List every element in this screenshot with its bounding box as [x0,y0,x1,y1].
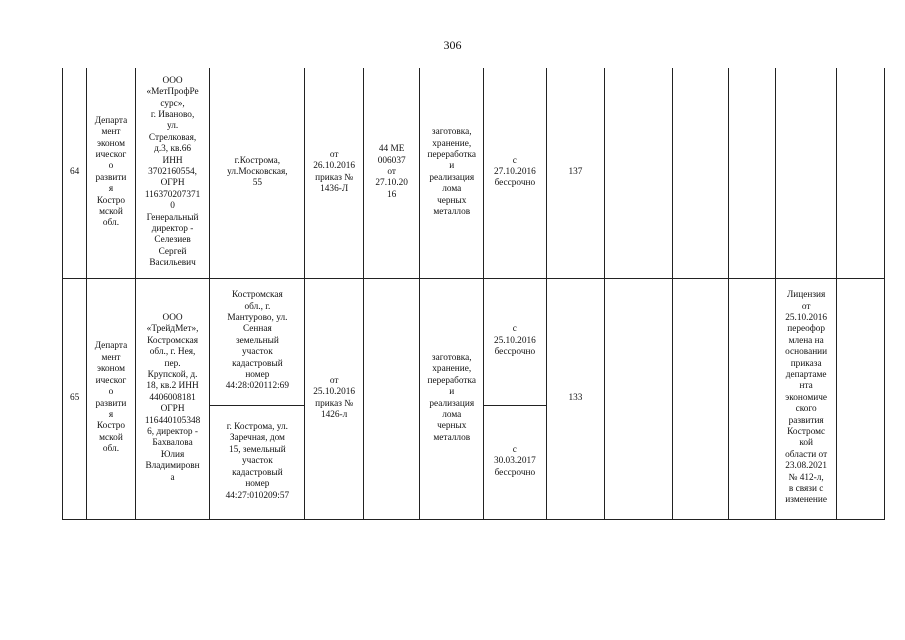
authority-cell: Департа мент эконом ическог о развити я Костро мской обл. [87,278,135,519]
license-cell [363,278,420,519]
order-cell: от 26.10.2016 приказ № 1436-Л [305,68,364,278]
authority-cell: Департа мент эконом ическог о развити я Костро мской обл. [87,68,135,278]
count-cell: 137 [546,68,605,278]
address-cell: Костромская обл., г. Мантурово, ул. Сенная земельный участок кадастровый номер 44:28:020112:69 [210,278,305,405]
period-cell: с 30.03.2017 бессрочно [484,405,547,519]
note-cell: Лицензия от 25.10.2016 переофор млена на основании приказа департаме нта экономиче ского развития Костромс кой области от 23.08.2021 № 412-л, в связи с изменение [775,278,837,519]
activity-cell: заготовка, хранение, переработка и реализация лома черных металлов [420,278,484,519]
address-cell: г. Кострома, ул. Заречная, дом 15, земельный участок кадастровый номер 44:27:010209:57 [210,405,305,519]
activity-cell: заготовка, хранение, переработка и реализация лома черных металлов [420,68,484,278]
empty-cell [729,68,775,278]
note-cell [775,68,837,278]
table-row [63,278,885,405]
empty-cell [729,278,775,519]
row-number-cell: 65 [63,278,87,519]
address-cell: г.Кострома, ул.Московская, 55 [210,68,305,278]
row-number-cell: 64 [63,68,87,278]
registry-table [62,68,885,520]
period-cell: с 27.10.2016 бессрочно [484,68,547,278]
empty-cell [672,68,729,278]
order-cell: от 25.10.2016 приказ № 1426-л [305,278,364,519]
empty-cell [837,68,885,278]
company-cell: ООО «МетПрофРе сурс», г. Иваново, ул. Стрелковая, д.3, кв.66 ИНН 3702160554, ОГРН 116370207371 0 Генеральный директор - Селезиев Сергей Васильевич [135,68,210,278]
empty-cell [605,68,673,278]
count-cell: 133 [546,278,605,519]
empty-cell [837,278,885,519]
empty-cell [605,278,673,519]
company-cell: ООО «ТрейдМет», Костромская обл., г. Нея, пер. Крупской, д. 18, кв.2 ИНН 4406008181 ОГРН 116440105348 6, директор - Бахвалова Юлия Владимировн а [135,278,210,519]
license-cell: 44 МЕ 006037 от 27.10.20 16 [363,68,420,278]
table-row [63,68,885,278]
period-cell: с 25.10.2016 бессрочно [484,278,547,405]
page-number: 306 [443,38,462,52]
empty-cell [672,278,729,519]
